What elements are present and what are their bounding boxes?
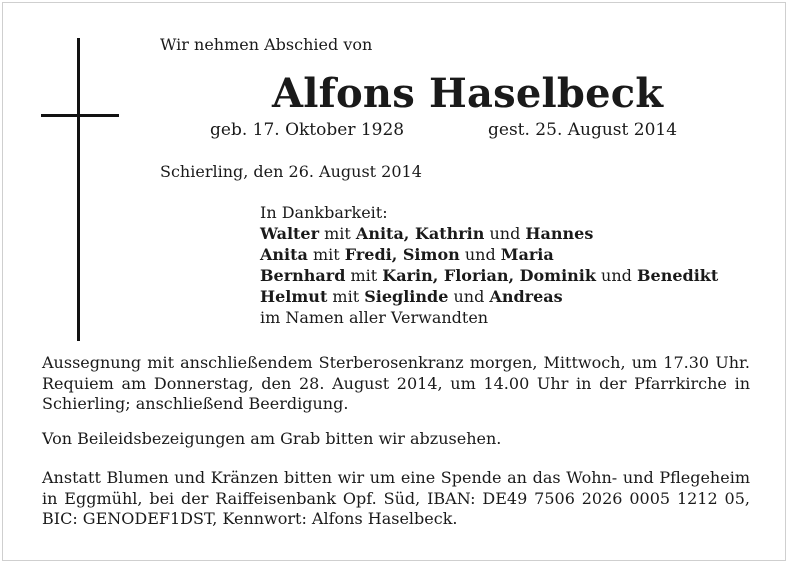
family-row: Anita mit Fredi, Simon und Maria — [260, 245, 554, 264]
place-date: Schierling, den 26. August 2014 — [160, 162, 422, 181]
cross-icon — [77, 38, 80, 341]
family-row: Bernhard mit Karin, Florian, Dominik und Benedikt — [260, 266, 719, 285]
relatives-line: im Namen aller Verwandten — [260, 308, 489, 327]
death-date: gest. 25. August 2014 — [488, 120, 678, 140]
condolence-note: Von Beileidsbezeigungen am Grab bitten wir abzusehen. — [42, 429, 502, 448]
family-row: Walter mit Anita, Kathrin und Hannes — [260, 224, 594, 243]
intro-line: Wir nehmen Abschied von — [160, 35, 373, 54]
thanks-label: In Dankbarkeit: — [260, 203, 388, 222]
donation-note: Anstatt Blumen und Kränzen bitten wir um eine Spende an das Wohn- und Pflegeheim in Eggmühl, bei der Raiffeisenbank Opf. Süd, IBAN: DE49 7506 2026 0005 1212 05, BIC: GENODEF1DST, Kennwort: Alfons Haselbeck. — [42, 468, 750, 528]
family-row: Helmut mit Sieglinde und Andreas — [260, 287, 563, 306]
funeral-details: Aussegnung mit anschließendem Sterberosenkranz morgen, Mittwoch, um 17.30 Uhr. Requiem am Donnerstag, den 28. August 2014, um 14.00 Uhr in der Pfarrkirche in Schierling; anschließend Beerdigung. — [42, 353, 750, 413]
birth-date: geb. 17. Oktober 1928 — [210, 120, 405, 140]
cross-icon-bar — [41, 114, 119, 117]
family-block — [260, 202, 718, 328]
deceased-name: Alfons Haselbeck — [272, 70, 664, 117]
